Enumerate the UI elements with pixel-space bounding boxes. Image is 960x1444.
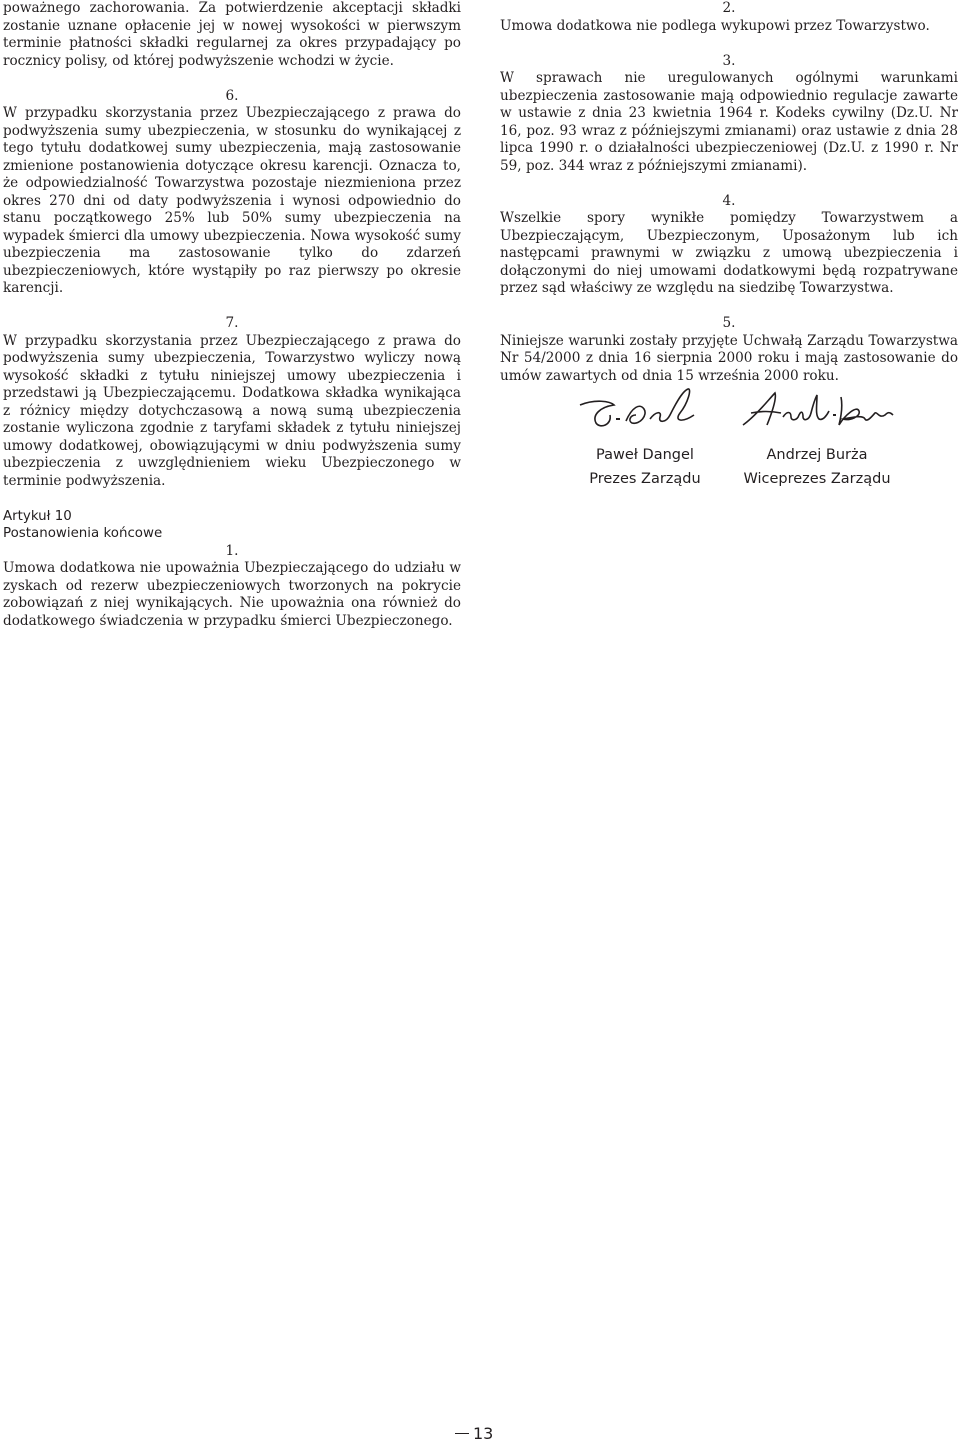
article-subtitle: Postanowienia końcowe: [3, 526, 163, 541]
left-column: [3, 0, 461, 630]
article-10-item-5-number: 5.: [722, 315, 736, 331]
page-footer: [455, 1424, 493, 1443]
signatory-role: Wiceprezes Zarządu: [743, 471, 891, 487]
article-10-item-3-text: W sprawach nie uregulowanych ogólnymi warunkami ubezpieczenia zastosowanie mają odpowiednio regulacje zawarte w ustawie z dnia 23 kwietnia 1964 r. Kodeks cywilny (Dz.U. Nr 16, poz. 93 wraz z późniejszymi zmianami) oraz ustawie z dnia 28 lipca 1990 r. o działalności ubezpieczeniowej (Dz.U. z 1990 r. Nr 59, poz. 344 wraz z późniejszymi zmianami).: [500, 70, 958, 174]
section-6-number: 6.: [225, 87, 239, 104]
signature-block: [560, 385, 900, 495]
article-10-item-5-text: Niniejsze warunki zostały przyjęte Uchwałą Zarządu Towarzystwa Nr 54/2000 z dnia 16 sierpnia 2000 roku i mają zastosowanie do umów zawartych od dnia 15 września 2000 roku.: [500, 332, 958, 384]
section-7-number: 7.: [225, 315, 239, 331]
signatory-name: Paweł Dangel: [596, 447, 694, 463]
signature-president: [560, 385, 730, 491]
section-7-text: W przypadku skorzystania przez Ubezpieczającego z prawa do podwyższenia sumy ubezpieczenia, Towarzystwo wyliczy nową wysokość składki z tytułu niniejszej umowy ubezpieczenia i przedstawi ją Ubezpieczającemu. Dodatkowa składka wynikająca z różnicy między dotychczasową a nową sumą ubezpieczenia zostanie wyliczona zgodnie z taryfami składek z tytułu niniejszej umowy dodatkowej, obowiązującymi w dniu podwyższenia sumy ubezpieczenia z uwzględnieniem wieku Ubezpieczonego w terminie podwyższenia.: [3, 332, 461, 489]
article-10-item-2-text: Umowa dodatkowa nie podlega wykupowi przez Towarzystwo.: [500, 17, 930, 34]
signatory-role: Prezes Zarządu: [589, 471, 701, 487]
article-10-item-1-number: 1.: [225, 542, 239, 559]
article-10-item-2-number: 2.: [722, 0, 736, 16]
article-10-item-3-number: 3.: [722, 52, 736, 69]
handwritten-signature-icon: [737, 385, 897, 437]
handwritten-signature-icon: [570, 385, 720, 437]
intro-paragraph: poważnego zachorowania. Za potwierdzenie akceptacji składki zostanie uznane opłacenie jej w nowej wysokości w pierwszym terminie płatności składki regularnej za okres przypadający po rocznicy polisy, od której podwyższenie wchodzi w życie.: [3, 0, 461, 69]
article-title: Artykuł 10: [3, 508, 72, 524]
signature-vice-president: [732, 385, 902, 491]
article-10-item-1-text: Umowa dodatkowa nie upoważnia Ubezpieczającego do udziału w zyskach od rezerw ubezpieczeniowych tworzonych na pokrycie zobowiązań z niej wynikających. Nie upoważnia ona również do dodatkowego świadczenia w przypadku śmierci Ubezpieczonego.: [3, 560, 461, 629]
signatory-name: Andrzej Burża: [766, 447, 868, 463]
footer-dash: [455, 1433, 469, 1434]
right-column: [500, 0, 958, 385]
article-10-item-4-number: 4.: [722, 192, 736, 209]
article-10-item-4-text: Wszelkie spory wynikłe pomiędzy Towarzystwem a Ubezpieczającym, Ubezpieczonym, Uposażonym lub ich następcami prawnymi w związku z umową ubezpieczenia i dołączonymi do niej umowami dodatkowymi będą rozpatrywane przez sąd właściwy ze względu na siedzibę Towarzystwa.: [500, 210, 958, 296]
section-6-text: W przypadku skorzystania przez Ubezpieczającego z prawa do podwyższenia sumy ubezpieczenia, w stosunku do wynikającej z tego tytułu dodatkowej sumy ubezpieczenia, mają zastosowanie zmienione postanowienia dotyczące okresu karencji. Oznacza to, że odpowiedzialność Towarzystwa pozostaje niezmieniona przez okres 270 dni od daty podwyższenia i wynosi odpowiednio do stanu początkowego 25% lub 50% sumy ubezpieczenia na wypadek śmierci dla umowy ubezpieczenia. Nowa wysokość sumy ubezpieczenia ma zastosowanie tylko do zdarzeń ubezpieczeniowych, które wystąpiły po raz pierwszy po okresie karencji.: [3, 105, 461, 296]
page-number: 13: [473, 1424, 494, 1443]
